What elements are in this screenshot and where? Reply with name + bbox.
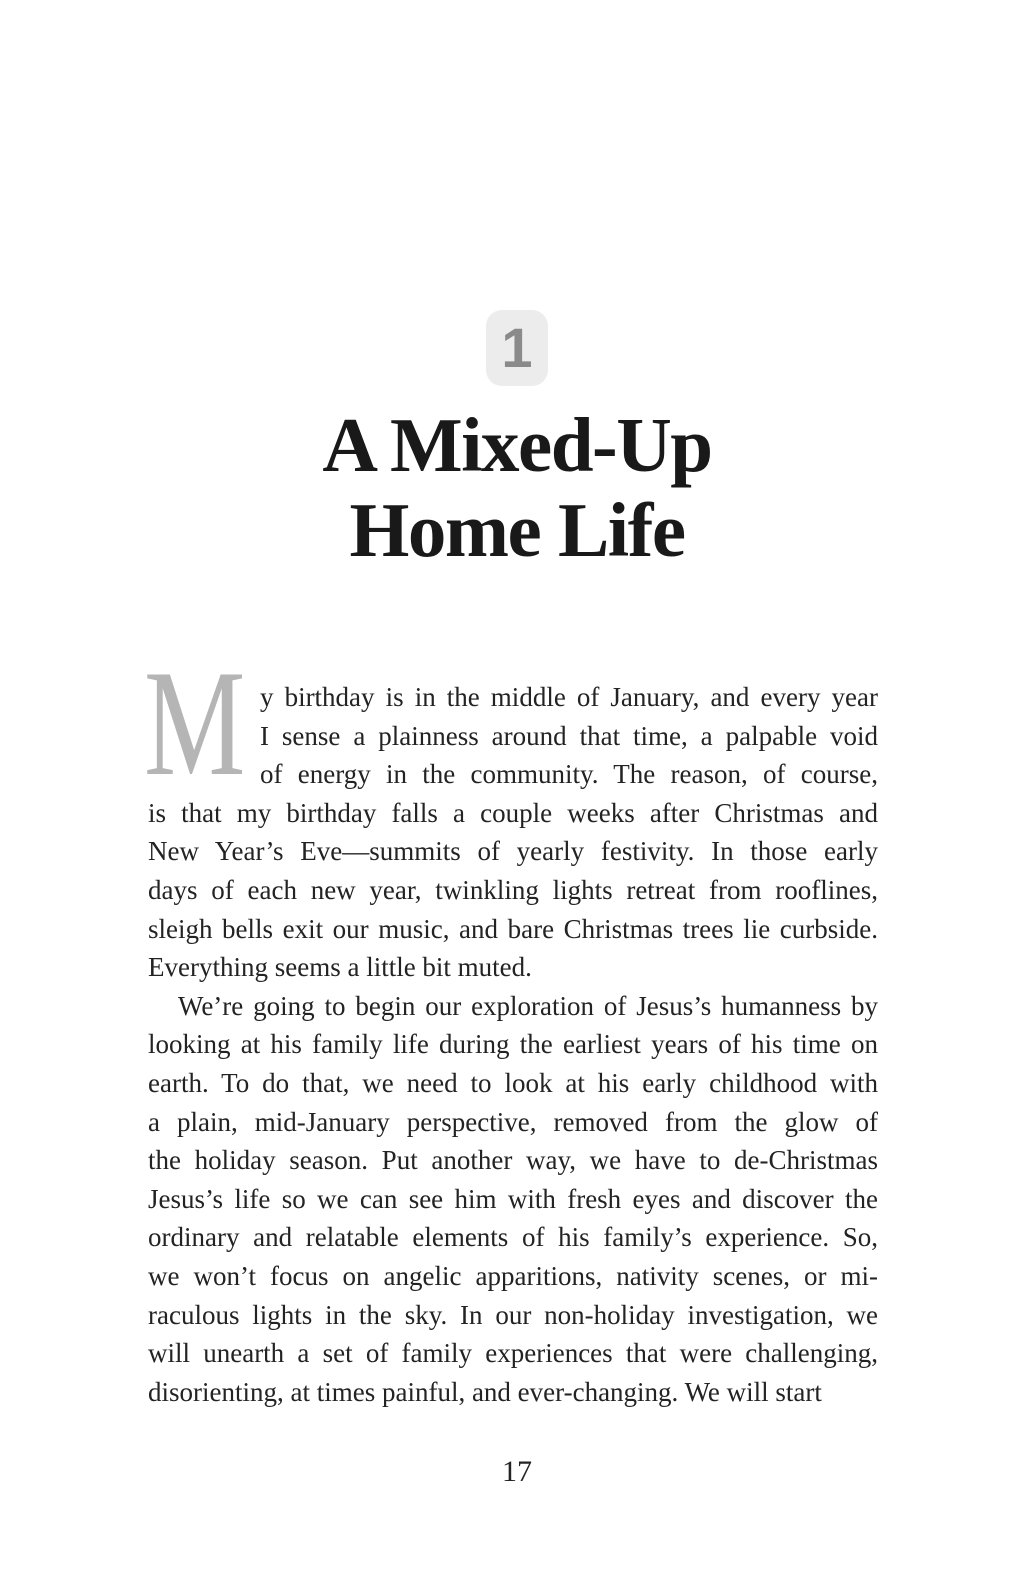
chapter-number-badge [486,310,548,386]
body-line: We’re going to begin our exploration of Jesus’s humanness by [178,990,878,1021]
body-line: raculous lights in the sky. In our non-holiday investigation, we [148,1299,878,1330]
body-line: sleigh bells exit our music, and bare Christmas trees lie curbside. [148,913,878,944]
body-line: is that my birthday falls a couple weeks after Christmas and [148,797,878,828]
body-text [144,639,878,1411]
body-line: New Year’s Eve—summits of yearly festivity. In those early [148,836,878,867]
body-line: looking at his family life during the earliest years of his time on [148,1029,878,1060]
body-line: we won’t focus on angelic apparitions, nativity scenes, or mi- [148,1260,878,1291]
body-line: of energy in the community. The reason, of course, [260,759,878,790]
body-line: y birthday is in the middle of January, and every year [260,682,878,712]
body-line: ordinary and relatable elements of his family’s experience. So, [148,1222,878,1253]
body-lines [148,678,878,1411]
body-line: Everything seems a little bit muted. [148,952,532,983]
drop-cap: M [144,639,246,807]
body-line: days of each new year, twinkling lights retreat from rooflines, [148,874,878,905]
body-line: Jesus’s life so we can see him with fresh eyes and discover the [148,1183,878,1214]
body-line: the holiday season. Put another way, we have to de-Christmas [148,1145,878,1176]
chapter-title [0,403,1034,573]
body-line: I sense a plainness around that time, a palpable void [260,720,878,751]
chapter-title-line-2: Home Life [349,487,685,573]
body-line: earth. To do that, we need to look at his early childhood with [148,1067,878,1098]
chapter-title-line-1: A Mixed-Up [322,402,712,488]
body-line: a plain, mid-January perspective, removed from the glow of [148,1106,878,1137]
chapter-number: 1 [501,316,533,379]
body-line: will unearth a set of family experiences that were challenging, [148,1338,878,1369]
body-line: disorienting, at times painful, and ever-changing. We will start [148,1376,822,1407]
page-number: 17 [502,1455,532,1488]
